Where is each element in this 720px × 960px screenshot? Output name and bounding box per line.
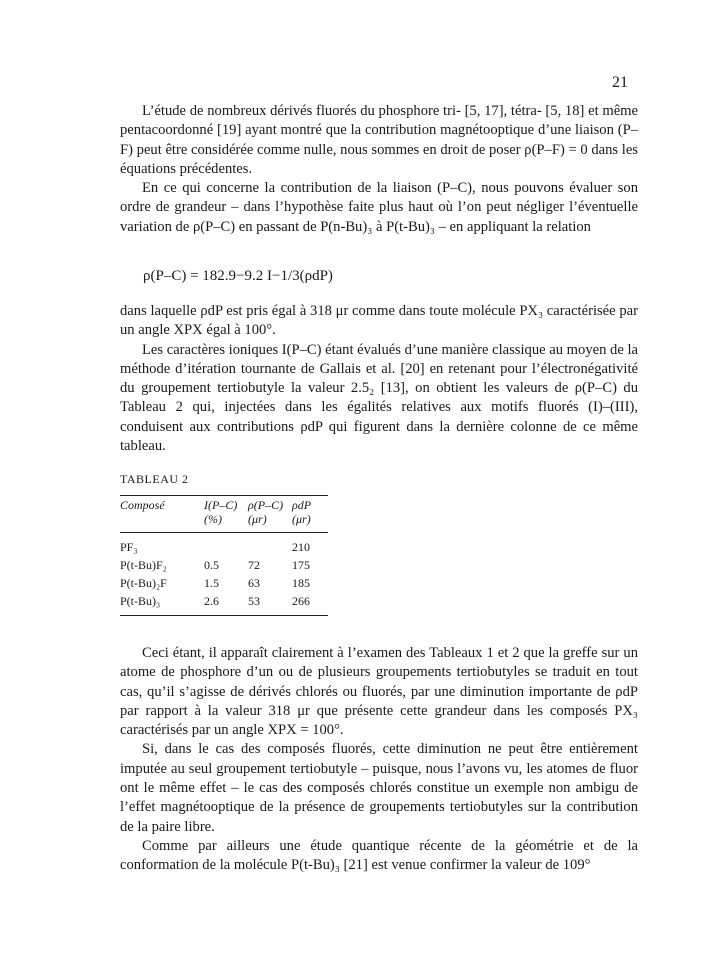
equation-rho-pc: ρ(P–C) = 182.9−9.2 I−1/3(ρdP) bbox=[143, 268, 333, 284]
cell-compose: P(t-Bu)F₂ bbox=[120, 558, 167, 572]
paragraph-quantum-study: Comme par ailleurs une étude quantique récente de la géométrie et de la conformation de la molécule P(t-Bu)₃ [21] est venue confirmer la valeur de 109° bbox=[120, 837, 638, 874]
table-bottom-rule bbox=[120, 616, 328, 618]
cell-rho: 72 bbox=[248, 558, 260, 572]
cell-ionic: 2.6 bbox=[204, 594, 219, 608]
cell-compose: P(t-Bu)₂F bbox=[120, 576, 167, 590]
cell-rhodp: 210 bbox=[292, 540, 310, 554]
paragraph-rhodp-definition: dans laquelle ρdP est pris égal à 318 μr comme dans toute molécule PX₃ caractérisée par un angle XPX égal à 100°. bbox=[120, 303, 638, 339]
text-block-middle bbox=[120, 302, 638, 456]
cell-rho bbox=[248, 533, 292, 557]
table-title: TABLEAU 2 bbox=[120, 472, 189, 486]
cell-rho: 63 bbox=[248, 576, 260, 590]
header-ionic: I(P–C) (%) bbox=[204, 498, 238, 526]
text-block-top bbox=[120, 102, 638, 237]
cell-rhodp: 185 bbox=[292, 576, 310, 590]
header-rhodp: ρdP (μr) bbox=[292, 498, 312, 526]
cell-ionic: 0.5 bbox=[204, 558, 219, 572]
paragraph-ionic-characters: Les caractères ioniques I(P–C) étant évalués d’une manière classique au moyen de la méthode d’itération tournante de Gallais et al. [20] en retenant pour l’électronégativité du groupement tertiobutyle la valeur 2.5₂ [13], on obtient les valeurs de ρ(P–C) du Tableau 2 qui, injectées dans les égalités relatives aux motifs fluorés (I)–(III), conduisent aux contributions ρdP qui figurent dans la dernière colonne de ce même tableau. bbox=[120, 341, 638, 455]
page-number: 21 bbox=[612, 74, 628, 91]
table-row bbox=[120, 574, 328, 592]
table-row bbox=[120, 592, 328, 616]
data-table bbox=[120, 495, 328, 617]
cell-rho: 53 bbox=[248, 594, 260, 608]
cell-ionic: 1.5 bbox=[204, 576, 219, 590]
cell-rhodp: 175 bbox=[292, 558, 310, 572]
paragraph-conclusion: Ceci étant, il apparaît clairement à l’examen des Tableaux 1 et 2 que la greffe sur un atome de phosphore d’un ou de plusieurs groupements tertiobutyles se traduit en tout cas, qu’il s’agisse de dérivés chlorés ou fluorés, par une diminution importante de ρdP par rapport à la valeur 318 μr que présente cette grandeur dans les composés PX₃ caractérisés par un angle XPX = 100°. bbox=[120, 645, 638, 739]
table-row bbox=[120, 533, 328, 557]
paragraph-fluorinated-compounds: Si, dans le cas des composés fluorés, cette diminution ne peut être entièrement imputée au seul groupement tertiobutyle – puisque, nous l’avons vu, les atomes de fluor ont le même effet – le cas des composés chlorés constitue un exemple non ambigu de l’effet magnétooptique de la présence de groupements tertiobutyles sur la contribution de la paire libre. bbox=[120, 741, 638, 835]
cell-compose: P(t-Bu)₃ bbox=[120, 594, 161, 608]
table-header-row bbox=[120, 496, 328, 533]
paragraph-fluorine-derivatives: L’étude de nombreux dérivés fluorés du phosphore tri- [5, 17], tétra- [5, 18] et même pentacoordonné [19] ayant montré que la contribution magnétooptique d’une liaison (P–F) peut être considérée comme nulle, nous sommes en droit de poser ρ(P–F) = 0 dans les équations précédentes. bbox=[120, 103, 638, 177]
header-rho-pc: ρ(P–C) (μr) bbox=[248, 498, 284, 526]
cell-compose: PF₃ bbox=[120, 540, 138, 554]
header-compose: Composé bbox=[120, 498, 165, 512]
text-block-bottom bbox=[120, 644, 638, 876]
cell-rhodp: 266 bbox=[292, 594, 310, 608]
cell-ionic bbox=[204, 533, 248, 557]
paragraph-pc-bond: En ce qui concerne la contribution de la liaison (P–C), nous pouvons évaluer son ordre de grandeur – dans l’hypothèse faite plus haut où l’on peut négliger l’éventuelle variation de ρ(P–C) en passant de P(n-Bu)₃ à P(t-Bu)₃ – en appliquant la relation bbox=[120, 180, 638, 235]
table-row bbox=[120, 556, 328, 574]
